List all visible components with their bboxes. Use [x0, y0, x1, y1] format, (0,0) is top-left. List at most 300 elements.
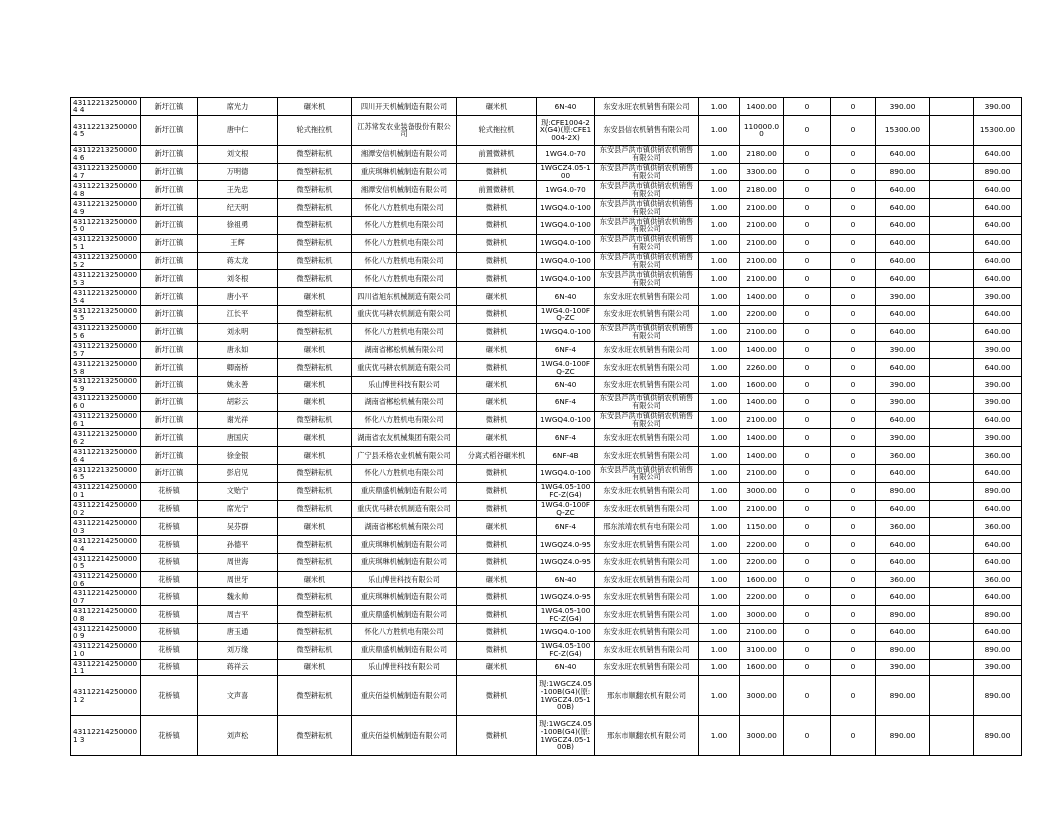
- manufacturer-cell: 湖南省郴松机械有限公司: [352, 341, 457, 359]
- sale-price-cell: 1150.00: [740, 518, 784, 536]
- farmer-name-cell: 谢光祥: [198, 411, 278, 429]
- extra-cell: [930, 659, 974, 676]
- machine-type-cell: 微耕机: [457, 411, 537, 429]
- machine-category-cell: 微型耕耘机: [278, 588, 352, 606]
- extra-cell: [930, 518, 974, 536]
- dealer-cell: 东安永旺农机销售有限公司: [595, 553, 699, 571]
- province-subsidy-cell: 0: [831, 181, 876, 199]
- farmer-name-cell: 唐永如: [198, 341, 278, 359]
- central-subsidy-cell: 0: [784, 588, 831, 606]
- serial-number-cell: 431122132500005 9: [71, 377, 141, 394]
- table-row: [71, 623, 1022, 641]
- manufacturer-cell: 乐山博世科技有限公司: [352, 571, 457, 588]
- township-cell: 花桥镇: [141, 482, 198, 500]
- sale-price-cell: 2100.00: [740, 323, 784, 341]
- total-subsidy-cell: 15300.00: [974, 115, 1022, 145]
- subsidy-amount-cell: 890.00: [876, 716, 930, 756]
- extra-cell: [930, 429, 974, 447]
- serial-number-cell: 431122142500000 7: [71, 588, 141, 606]
- subsidy-amount-cell: 390.00: [876, 393, 930, 411]
- province-subsidy-cell: 0: [831, 199, 876, 217]
- table-row: [71, 716, 1022, 756]
- subsidy-amount-cell: 640.00: [876, 181, 930, 199]
- total-subsidy-cell: 360.00: [974, 447, 1022, 465]
- subsidy-amount-cell: 360.00: [876, 571, 930, 588]
- central-subsidy-cell: 0: [784, 181, 831, 199]
- serial-number-cell: 431122132500005 0: [71, 216, 141, 234]
- central-subsidy-cell: 0: [784, 676, 831, 716]
- township-cell: 花桥镇: [141, 571, 198, 588]
- extra-cell: [930, 623, 974, 641]
- sale-price-cell: 1600.00: [740, 571, 784, 588]
- model-cell: 1WGQ4.0-100: [537, 216, 595, 234]
- table-row: [71, 234, 1022, 252]
- model-cell: 现:1WGCZ4.05-100B(G4)(原:1WGCZ4.05-100B): [537, 676, 595, 716]
- dealer-cell: 东安县芦洪市镇供销农机销售有限公司: [595, 216, 699, 234]
- machine-category-cell: 轮式拖拉机: [278, 115, 352, 145]
- dealer-cell: 东安永旺农机销售有限公司: [595, 305, 699, 323]
- township-cell: 花桥镇: [141, 536, 198, 554]
- manufacturer-cell: 四川开天机械制造有限公司: [352, 98, 457, 116]
- machine-category-cell: 微型耕耘机: [278, 676, 352, 716]
- sale-price-cell: 1600.00: [740, 659, 784, 676]
- township-cell: 新圩江镇: [141, 199, 198, 217]
- sale-price-cell: 3000.00: [740, 482, 784, 500]
- farmer-name-cell: 刘永明: [198, 323, 278, 341]
- quantity-cell: 1.00: [699, 571, 740, 588]
- machine-category-cell: 碾米机: [278, 98, 352, 116]
- serial-number-cell: 431122132500004 6: [71, 145, 141, 163]
- central-subsidy-cell: 0: [784, 115, 831, 145]
- manufacturer-cell: 四川省旭东机械制造有限公司: [352, 288, 457, 306]
- sale-price-cell: 1400.00: [740, 447, 784, 465]
- model-cell: 现:1WGCZ4.05-100B(G4)(原:1WGCZ4.05-100B): [537, 716, 595, 756]
- total-subsidy-cell: 640.00: [974, 216, 1022, 234]
- farmer-name-cell: 吴芬群: [198, 518, 278, 536]
- machine-category-cell: 微型耕耘机: [278, 411, 352, 429]
- manufacturer-cell: 湖南省郴松机械有限公司: [352, 393, 457, 411]
- subsidy-amount-cell: 890.00: [876, 641, 930, 659]
- machine-type-cell: 微耕机: [457, 234, 537, 252]
- machine-type-cell: 前置微耕机: [457, 145, 537, 163]
- subsidy-amount-cell: 640.00: [876, 216, 930, 234]
- farmer-name-cell: 唐小平: [198, 288, 278, 306]
- table-row: [71, 115, 1022, 145]
- quantity-cell: 1.00: [699, 588, 740, 606]
- model-cell: 1WGQ4.0-100: [537, 234, 595, 252]
- subsidy-amount-cell: 640.00: [876, 411, 930, 429]
- quantity-cell: 1.00: [699, 288, 740, 306]
- province-subsidy-cell: 0: [831, 98, 876, 116]
- machine-category-cell: 微型耕耘机: [278, 216, 352, 234]
- total-subsidy-cell: 640.00: [974, 359, 1022, 377]
- machine-category-cell: 微型耕耘机: [278, 553, 352, 571]
- extra-cell: [930, 606, 974, 624]
- central-subsidy-cell: 0: [784, 641, 831, 659]
- farmer-name-cell: 周世海: [198, 553, 278, 571]
- serial-number-cell: 431122132500005 5: [71, 305, 141, 323]
- extra-cell: [930, 216, 974, 234]
- farmer-name-cell: 刘冬根: [198, 270, 278, 288]
- table-row: [71, 659, 1022, 676]
- manufacturer-cell: 怀化八方胜机电有限公司: [352, 270, 457, 288]
- quantity-cell: 1.00: [699, 115, 740, 145]
- central-subsidy-cell: 0: [784, 323, 831, 341]
- manufacturer-cell: 怀化八方胜机电有限公司: [352, 323, 457, 341]
- model-cell: 1WG4.0-100FQ-ZC: [537, 500, 595, 518]
- farmer-name-cell: 文声喜: [198, 676, 278, 716]
- farmer-name-cell: 唐玉通: [198, 623, 278, 641]
- central-subsidy-cell: 0: [784, 464, 831, 482]
- province-subsidy-cell: 0: [831, 716, 876, 756]
- extra-cell: [930, 588, 974, 606]
- model-cell: 1WGQZ4.0-95: [537, 588, 595, 606]
- quantity-cell: 1.00: [699, 500, 740, 518]
- dealer-cell: 东安永旺农机销售有限公司: [595, 659, 699, 676]
- province-subsidy-cell: 0: [831, 252, 876, 270]
- province-subsidy-cell: 0: [831, 536, 876, 554]
- model-cell: 1WGQ4.0-100: [537, 270, 595, 288]
- model-cell: 6N-40: [537, 659, 595, 676]
- serial-number-cell: 431122132500005 4: [71, 288, 141, 306]
- serial-number-cell: 431122132500006 2: [71, 429, 141, 447]
- machine-category-cell: 微型耕耘机: [278, 234, 352, 252]
- model-cell: 6N-40: [537, 98, 595, 116]
- sale-price-cell: 2100.00: [740, 464, 784, 482]
- subsidy-amount-cell: 360.00: [876, 447, 930, 465]
- sale-price-cell: 2100.00: [740, 199, 784, 217]
- machine-type-cell: 微耕机: [457, 252, 537, 270]
- serial-number-cell: 431122132500004 9: [71, 199, 141, 217]
- total-subsidy-cell: 640.00: [974, 411, 1022, 429]
- machine-category-cell: 微型耕耘机: [278, 464, 352, 482]
- farmer-name-cell: 江长平: [198, 305, 278, 323]
- serial-number-cell: 431122132500005 6: [71, 323, 141, 341]
- subsidy-amount-cell: 390.00: [876, 98, 930, 116]
- table-row: [71, 216, 1022, 234]
- machine-category-cell: 碾米机: [278, 377, 352, 394]
- dealer-cell: 东安永旺农机销售有限公司: [595, 588, 699, 606]
- total-subsidy-cell: 390.00: [974, 429, 1022, 447]
- central-subsidy-cell: 0: [784, 305, 831, 323]
- machine-type-cell: 微耕机: [457, 323, 537, 341]
- subsidy-amount-cell: 390.00: [876, 429, 930, 447]
- central-subsidy-cell: 0: [784, 536, 831, 554]
- model-cell: 1WGQ4.0-100: [537, 464, 595, 482]
- machine-category-cell: 碾米机: [278, 288, 352, 306]
- total-subsidy-cell: 390.00: [974, 341, 1022, 359]
- subsidy-amount-cell: 640.00: [876, 199, 930, 217]
- model-cell: 1WGQ4.0-100: [537, 199, 595, 217]
- total-subsidy-cell: 640.00: [974, 234, 1022, 252]
- extra-cell: [930, 115, 974, 145]
- dealer-cell: 东安永旺农机销售有限公司: [595, 447, 699, 465]
- dealer-cell: 东安县芦洪市镇供销农机销售有限公司: [595, 393, 699, 411]
- model-cell: 1WGQ4.0-100: [537, 411, 595, 429]
- machine-type-cell: 微耕机: [457, 623, 537, 641]
- machine-category-cell: 微型耕耘机: [278, 716, 352, 756]
- machine-type-cell: 微耕机: [457, 216, 537, 234]
- machine-type-cell: 碾米机: [457, 288, 537, 306]
- township-cell: 新圩江镇: [141, 429, 198, 447]
- township-cell: 新圩江镇: [141, 447, 198, 465]
- machine-category-cell: 碾米机: [278, 447, 352, 465]
- subsidy-amount-cell: 640.00: [876, 252, 930, 270]
- dealer-cell: 东安县芦洪市镇供销农机销售有限公司: [595, 464, 699, 482]
- total-subsidy-cell: 890.00: [974, 716, 1022, 756]
- dealer-cell: 东安县芦洪市镇供销农机销售有限公司: [595, 234, 699, 252]
- subsidy-amount-cell: 890.00: [876, 163, 930, 181]
- farmer-name-cell: 席光宁: [198, 500, 278, 518]
- province-subsidy-cell: 0: [831, 623, 876, 641]
- township-cell: 花桥镇: [141, 676, 198, 716]
- total-subsidy-cell: 890.00: [974, 163, 1022, 181]
- serial-number-cell: 431122132500006 4: [71, 447, 141, 465]
- serial-number-cell: 431122132500004 5: [71, 115, 141, 145]
- manufacturer-cell: 怀化八方胜机电有限公司: [352, 199, 457, 217]
- quantity-cell: 1.00: [699, 447, 740, 465]
- model-cell: 6NF-4B: [537, 447, 595, 465]
- machine-category-cell: 微型耕耘机: [278, 482, 352, 500]
- extra-cell: [930, 447, 974, 465]
- table-row: [71, 482, 1022, 500]
- total-subsidy-cell: 890.00: [974, 641, 1022, 659]
- manufacturer-cell: 怀化八方胜机电有限公司: [352, 234, 457, 252]
- dealer-cell: 东安永旺农机销售有限公司: [595, 641, 699, 659]
- central-subsidy-cell: 0: [784, 606, 831, 624]
- quantity-cell: 1.00: [699, 393, 740, 411]
- farmer-name-cell: 周吉平: [198, 606, 278, 624]
- manufacturer-cell: 重庆鼎盛机械制造有限公司: [352, 606, 457, 624]
- farmer-name-cell: 王辉: [198, 234, 278, 252]
- total-subsidy-cell: 640.00: [974, 500, 1022, 518]
- serial-number-cell: 431122132500005 8: [71, 359, 141, 377]
- sale-price-cell: 2180.00: [740, 181, 784, 199]
- sale-price-cell: 1400.00: [740, 393, 784, 411]
- province-subsidy-cell: 0: [831, 411, 876, 429]
- serial-number-cell: 431122142500000 6: [71, 571, 141, 588]
- farmer-name-cell: 唐中仁: [198, 115, 278, 145]
- subsidy-amount-cell: 640.00: [876, 623, 930, 641]
- model-cell: 6N-40: [537, 571, 595, 588]
- quantity-cell: 1.00: [699, 98, 740, 116]
- dealer-cell: 东安县芦洪市镇供销农机销售有限公司: [595, 145, 699, 163]
- manufacturer-cell: 重庆琪琳机械制造有限公司: [352, 588, 457, 606]
- sale-price-cell: 2100.00: [740, 270, 784, 288]
- machine-category-cell: 微型耕耘机: [278, 181, 352, 199]
- machine-type-cell: 碾米机: [457, 377, 537, 394]
- serial-number-cell: 431122132500004 7: [71, 163, 141, 181]
- province-subsidy-cell: 0: [831, 393, 876, 411]
- total-subsidy-cell: 640.00: [974, 270, 1022, 288]
- farmer-name-cell: 胡彩云: [198, 393, 278, 411]
- machine-type-cell: 微耕机: [457, 588, 537, 606]
- township-cell: 花桥镇: [141, 623, 198, 641]
- dealer-cell: 东安永旺农机销售有限公司: [595, 341, 699, 359]
- machine-type-cell: 微耕机: [457, 482, 537, 500]
- serial-number-cell: 431122132500005 2: [71, 252, 141, 270]
- model-cell: 6NF-4: [537, 518, 595, 536]
- dealer-cell: 邢东市顺翻农机有限公司: [595, 716, 699, 756]
- township-cell: 新圩江镇: [141, 270, 198, 288]
- manufacturer-cell: 怀化八方胜机电有限公司: [352, 411, 457, 429]
- machine-category-cell: 碾米机: [278, 341, 352, 359]
- central-subsidy-cell: 0: [784, 163, 831, 181]
- central-subsidy-cell: 0: [784, 447, 831, 465]
- total-subsidy-cell: 640.00: [974, 145, 1022, 163]
- dealer-cell: 东安永旺农机销售有限公司: [595, 359, 699, 377]
- dealer-cell: 邢东浓靖农机有电有限公司: [595, 518, 699, 536]
- manufacturer-cell: 湖南省农友机械集团有限公司: [352, 429, 457, 447]
- serial-number-cell: 431122142500001 2: [71, 676, 141, 716]
- total-subsidy-cell: 390.00: [974, 393, 1022, 411]
- machine-category-cell: 微型耕耘机: [278, 536, 352, 554]
- quantity-cell: 1.00: [699, 606, 740, 624]
- model-cell: 1WGQZ4.0-95: [537, 553, 595, 571]
- serial-number-cell: 431122142500001 3: [71, 716, 141, 756]
- table-row: [71, 500, 1022, 518]
- machine-type-cell: 微耕机: [457, 536, 537, 554]
- machine-category-cell: 微型耕耘机: [278, 145, 352, 163]
- machine-type-cell: 分离式稻谷碾米机: [457, 447, 537, 465]
- model-cell: 1WG4.0-70: [537, 181, 595, 199]
- serial-number-cell: 431122142500000 3: [71, 518, 141, 536]
- province-subsidy-cell: 0: [831, 234, 876, 252]
- model-cell: 1WG4.0-70: [537, 145, 595, 163]
- sale-price-cell: 3000.00: [740, 716, 784, 756]
- table-row: [71, 305, 1022, 323]
- manufacturer-cell: 怀化八方胜机电有限公司: [352, 252, 457, 270]
- table-row: [71, 606, 1022, 624]
- total-subsidy-cell: 640.00: [974, 588, 1022, 606]
- quantity-cell: 1.00: [699, 145, 740, 163]
- central-subsidy-cell: 0: [784, 199, 831, 217]
- township-cell: 新圩江镇: [141, 411, 198, 429]
- township-cell: 花桥镇: [141, 500, 198, 518]
- central-subsidy-cell: 0: [784, 341, 831, 359]
- dealer-cell: 东安永旺农机销售有限公司: [595, 482, 699, 500]
- total-subsidy-cell: 640.00: [974, 553, 1022, 571]
- province-subsidy-cell: 0: [831, 571, 876, 588]
- farmer-name-cell: 蒋祥云: [198, 659, 278, 676]
- subsidy-amount-cell: 890.00: [876, 606, 930, 624]
- serial-number-cell: 431122132500005 7: [71, 341, 141, 359]
- quantity-cell: 1.00: [699, 234, 740, 252]
- extra-cell: [930, 571, 974, 588]
- dealer-cell: 东安县芦洪市镇供销农机销售有限公司: [595, 163, 699, 181]
- manufacturer-cell: 怀化八方胜机电有限公司: [352, 623, 457, 641]
- province-subsidy-cell: 0: [831, 606, 876, 624]
- central-subsidy-cell: 0: [784, 518, 831, 536]
- dealer-cell: 东安县信农机销售有限公司: [595, 115, 699, 145]
- quantity-cell: 1.00: [699, 163, 740, 181]
- table-row: [71, 252, 1022, 270]
- serial-number-cell: 431122132500006 1: [71, 411, 141, 429]
- machine-type-cell: 轮式拖拉机: [457, 115, 537, 145]
- subsidy-amount-cell: 640.00: [876, 323, 930, 341]
- machine-category-cell: 微型耕耘机: [278, 163, 352, 181]
- serial-number-cell: 431122142500000 2: [71, 500, 141, 518]
- subsidy-amount-cell: 640.00: [876, 588, 930, 606]
- central-subsidy-cell: 0: [784, 288, 831, 306]
- table-row: [71, 341, 1022, 359]
- province-subsidy-cell: 0: [831, 518, 876, 536]
- model-cell: 6NF-4: [537, 393, 595, 411]
- machine-category-cell: 碾米机: [278, 393, 352, 411]
- quantity-cell: 1.00: [699, 641, 740, 659]
- table-row: [71, 288, 1022, 306]
- subsidy-amount-cell: 390.00: [876, 377, 930, 394]
- farmer-name-cell: 姚永善: [198, 377, 278, 394]
- subsidy-amount-cell: 640.00: [876, 553, 930, 571]
- machine-category-cell: 微型耕耘机: [278, 252, 352, 270]
- machine-type-cell: 微耕机: [457, 163, 537, 181]
- farmer-name-cell: 孙德平: [198, 536, 278, 554]
- manufacturer-cell: 重庆鼎盛机械制造有限公司: [352, 641, 457, 659]
- township-cell: 新圩江镇: [141, 252, 198, 270]
- manufacturer-cell: 江苏常发农业装备股份有限公司: [352, 115, 457, 145]
- township-cell: 新圩江镇: [141, 393, 198, 411]
- table-row: [71, 536, 1022, 554]
- machine-type-cell: 微耕机: [457, 359, 537, 377]
- model-cell: 1WGQ4.0-100: [537, 252, 595, 270]
- machine-type-cell: 微耕机: [457, 606, 537, 624]
- province-subsidy-cell: 0: [831, 305, 876, 323]
- machine-type-cell: 微耕机: [457, 500, 537, 518]
- total-subsidy-cell: 640.00: [974, 199, 1022, 217]
- table-row: [71, 270, 1022, 288]
- province-subsidy-cell: 0: [831, 359, 876, 377]
- total-subsidy-cell: 390.00: [974, 377, 1022, 394]
- extra-cell: [930, 359, 974, 377]
- province-subsidy-cell: 0: [831, 377, 876, 394]
- farmer-name-cell: 刘文根: [198, 145, 278, 163]
- township-cell: 新圩江镇: [141, 216, 198, 234]
- manufacturer-cell: 湖南省郴松机械有限公司: [352, 518, 457, 536]
- sale-price-cell: 2100.00: [740, 411, 784, 429]
- total-subsidy-cell: 640.00: [974, 623, 1022, 641]
- extra-cell: [930, 500, 974, 518]
- sale-price-cell: 3300.00: [740, 163, 784, 181]
- quantity-cell: 1.00: [699, 199, 740, 217]
- serial-number-cell: 431122132500005 3: [71, 270, 141, 288]
- sale-price-cell: 2100.00: [740, 623, 784, 641]
- model-cell: 6N-40: [537, 377, 595, 394]
- township-cell: 新圩江镇: [141, 464, 198, 482]
- machine-type-cell: 前置微耕机: [457, 181, 537, 199]
- sale-price-cell: 2200.00: [740, 305, 784, 323]
- central-subsidy-cell: 0: [784, 571, 831, 588]
- sale-price-cell: 2200.00: [740, 553, 784, 571]
- manufacturer-cell: 重庆优马耕农机制造有限公司: [352, 305, 457, 323]
- subsidy-amount-cell: 890.00: [876, 482, 930, 500]
- sale-price-cell: 2100.00: [740, 500, 784, 518]
- serial-number-cell: 431122142500000 8: [71, 606, 141, 624]
- serial-number-cell: 431122142500000 1: [71, 482, 141, 500]
- central-subsidy-cell: 0: [784, 500, 831, 518]
- table-row: [71, 588, 1022, 606]
- farmer-name-cell: 徐金银: [198, 447, 278, 465]
- township-cell: 花桥镇: [141, 716, 198, 756]
- township-cell: 新圩江镇: [141, 341, 198, 359]
- township-cell: 花桥镇: [141, 518, 198, 536]
- machine-type-cell: 微耕机: [457, 553, 537, 571]
- extra-cell: [930, 163, 974, 181]
- province-subsidy-cell: 0: [831, 429, 876, 447]
- township-cell: 新圩江镇: [141, 163, 198, 181]
- subsidy-amount-cell: 360.00: [876, 518, 930, 536]
- total-subsidy-cell: 640.00: [974, 323, 1022, 341]
